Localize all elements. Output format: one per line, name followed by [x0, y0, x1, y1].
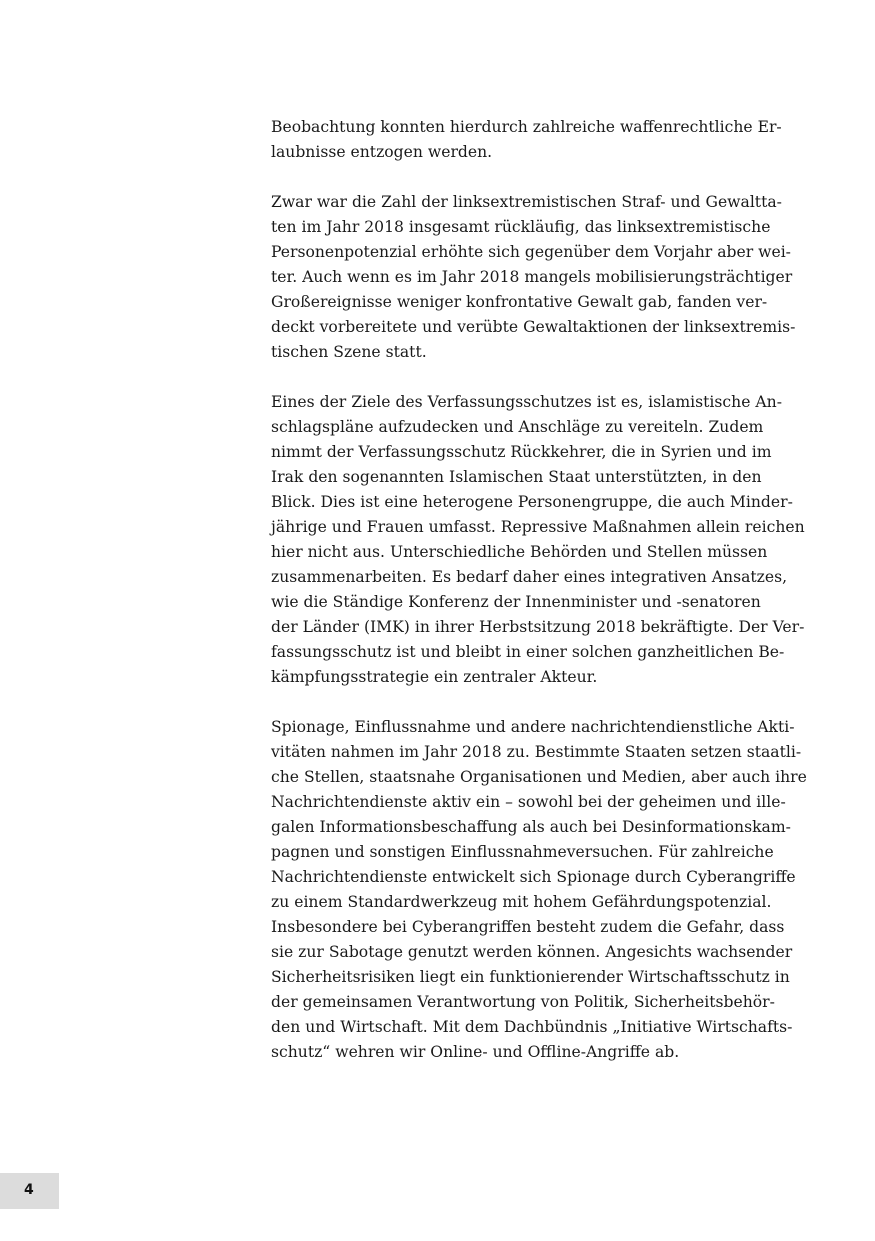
text-line: wie die Ständige Konferenz der Innenminister und -senatoren	[271, 593, 761, 611]
paragraph	[271, 115, 782, 165]
text-line: Insbesondere bei Cyberangriffen besteht zudem die Gefahr, dass	[271, 918, 785, 936]
text-line: laubnisse entzogen werden.	[271, 143, 493, 161]
text-line: vitäten nahmen im Jahr 2018 zu. Bestimmte Staaten setzen staatli-	[271, 743, 802, 761]
text-line: Nachrichtendienste aktiv ein – sowohl bei der geheimen und ille-	[271, 793, 786, 811]
text-line: der gemeinsamen Verantwortung von Politik, Sicherheitsbehör-	[271, 993, 775, 1011]
text-line: schlagspläne aufzudecken und Anschläge zu vereiteln. Zudem	[271, 418, 764, 436]
text-line: Spionage, Einflussnahme und andere nachrichtendienstliche Akti-	[271, 718, 795, 736]
text-line: schutz“ wehren wir Online- und Offline-Angriffe ab.	[271, 1043, 680, 1061]
text-line: zu einem Standardwerkzeug mit hohem Gefährdungspotenzial.	[271, 893, 772, 911]
text-line: ten im Jahr 2018 insgesamt rückläufig, das linksextremistische	[271, 218, 771, 236]
text-line: Beobachtung konnten hierdurch zahlreiche waffenrechtliche Er-	[271, 118, 782, 136]
text-line: der Länder (IMK) in ihrer Herbstsitzung 2018 bekräftigte. Der Ver-	[271, 618, 805, 636]
text-line: hier nicht aus. Unterschiedliche Behörden und Stellen müssen	[271, 543, 768, 561]
text-line: Zwar war die Zahl der linksextremistischen Straf- und Gewaltta-	[271, 193, 782, 211]
body-text-column	[271, 115, 807, 1090]
text-line: Großereignisse weniger konfrontative Gewalt gab, fanden ver-	[271, 293, 768, 311]
text-line: fassungsschutz ist und bleibt in einer solchen ganzheitlichen Be-	[271, 643, 785, 661]
text-line: kämpfungsstrategie ein zentraler Akteur.	[271, 668, 598, 686]
paragraph	[271, 190, 796, 365]
text-line: Eines der Ziele des Verfassungsschutzes ist es, islamistische An-	[271, 393, 782, 411]
text-line: jährige und Frauen umfasst. Repressive Maßnahmen allein reichen	[271, 518, 805, 536]
text-line: sie zur Sabotage genutzt werden können. Angesichts wachsender	[271, 943, 793, 961]
text-line: den und Wirtschaft. Mit dem Dachbündnis „Initiative Wirtschafts-	[271, 1018, 793, 1036]
text-line: pagnen und sonstigen Einflussnahmeversuchen. Für zahlreiche	[271, 843, 774, 861]
text-line: ter. Auch wenn es im Jahr 2018 mangels mobilisierungsträchtiger	[271, 268, 793, 286]
text-line: tischen Szene statt.	[271, 343, 427, 361]
page-number-box	[0, 1173, 59, 1209]
text-line: che Stellen, staatsnahe Organisationen und Medien, aber auch ihre	[271, 768, 807, 786]
text-line: galen Informationsbeschaffung als auch bei Desinformationskam-	[271, 818, 791, 836]
text-line: Sicherheitsrisiken liegt ein funktionierender Wirtschaftsschutz in	[271, 968, 790, 986]
text-line: Personenpotenzial erhöhte sich gegenüber dem Vorjahr aber wei-	[271, 243, 791, 261]
paragraph	[271, 390, 805, 690]
text-line: Nachrichtendienste entwickelt sich Spionage durch Cyberangriffe	[271, 868, 796, 886]
text-line: Blick. Dies ist eine heterogene Personengruppe, die auch Minder-	[271, 493, 793, 511]
text-line: zusammenarbeiten. Es bedarf daher eines integrativen Ansatzes,	[271, 568, 788, 586]
text-line: deckt vorbereitete und verübte Gewaltaktionen der linksextremis-	[271, 318, 796, 336]
page-number: 4	[24, 1182, 34, 1198]
paragraph	[271, 715, 807, 1065]
text-line: Irak den sogenannten Islamischen Staat unterstützten, in den	[271, 468, 762, 486]
text-line: nimmt der Verfassungsschutz Rückkehrer, die in Syrien und im	[271, 443, 772, 461]
